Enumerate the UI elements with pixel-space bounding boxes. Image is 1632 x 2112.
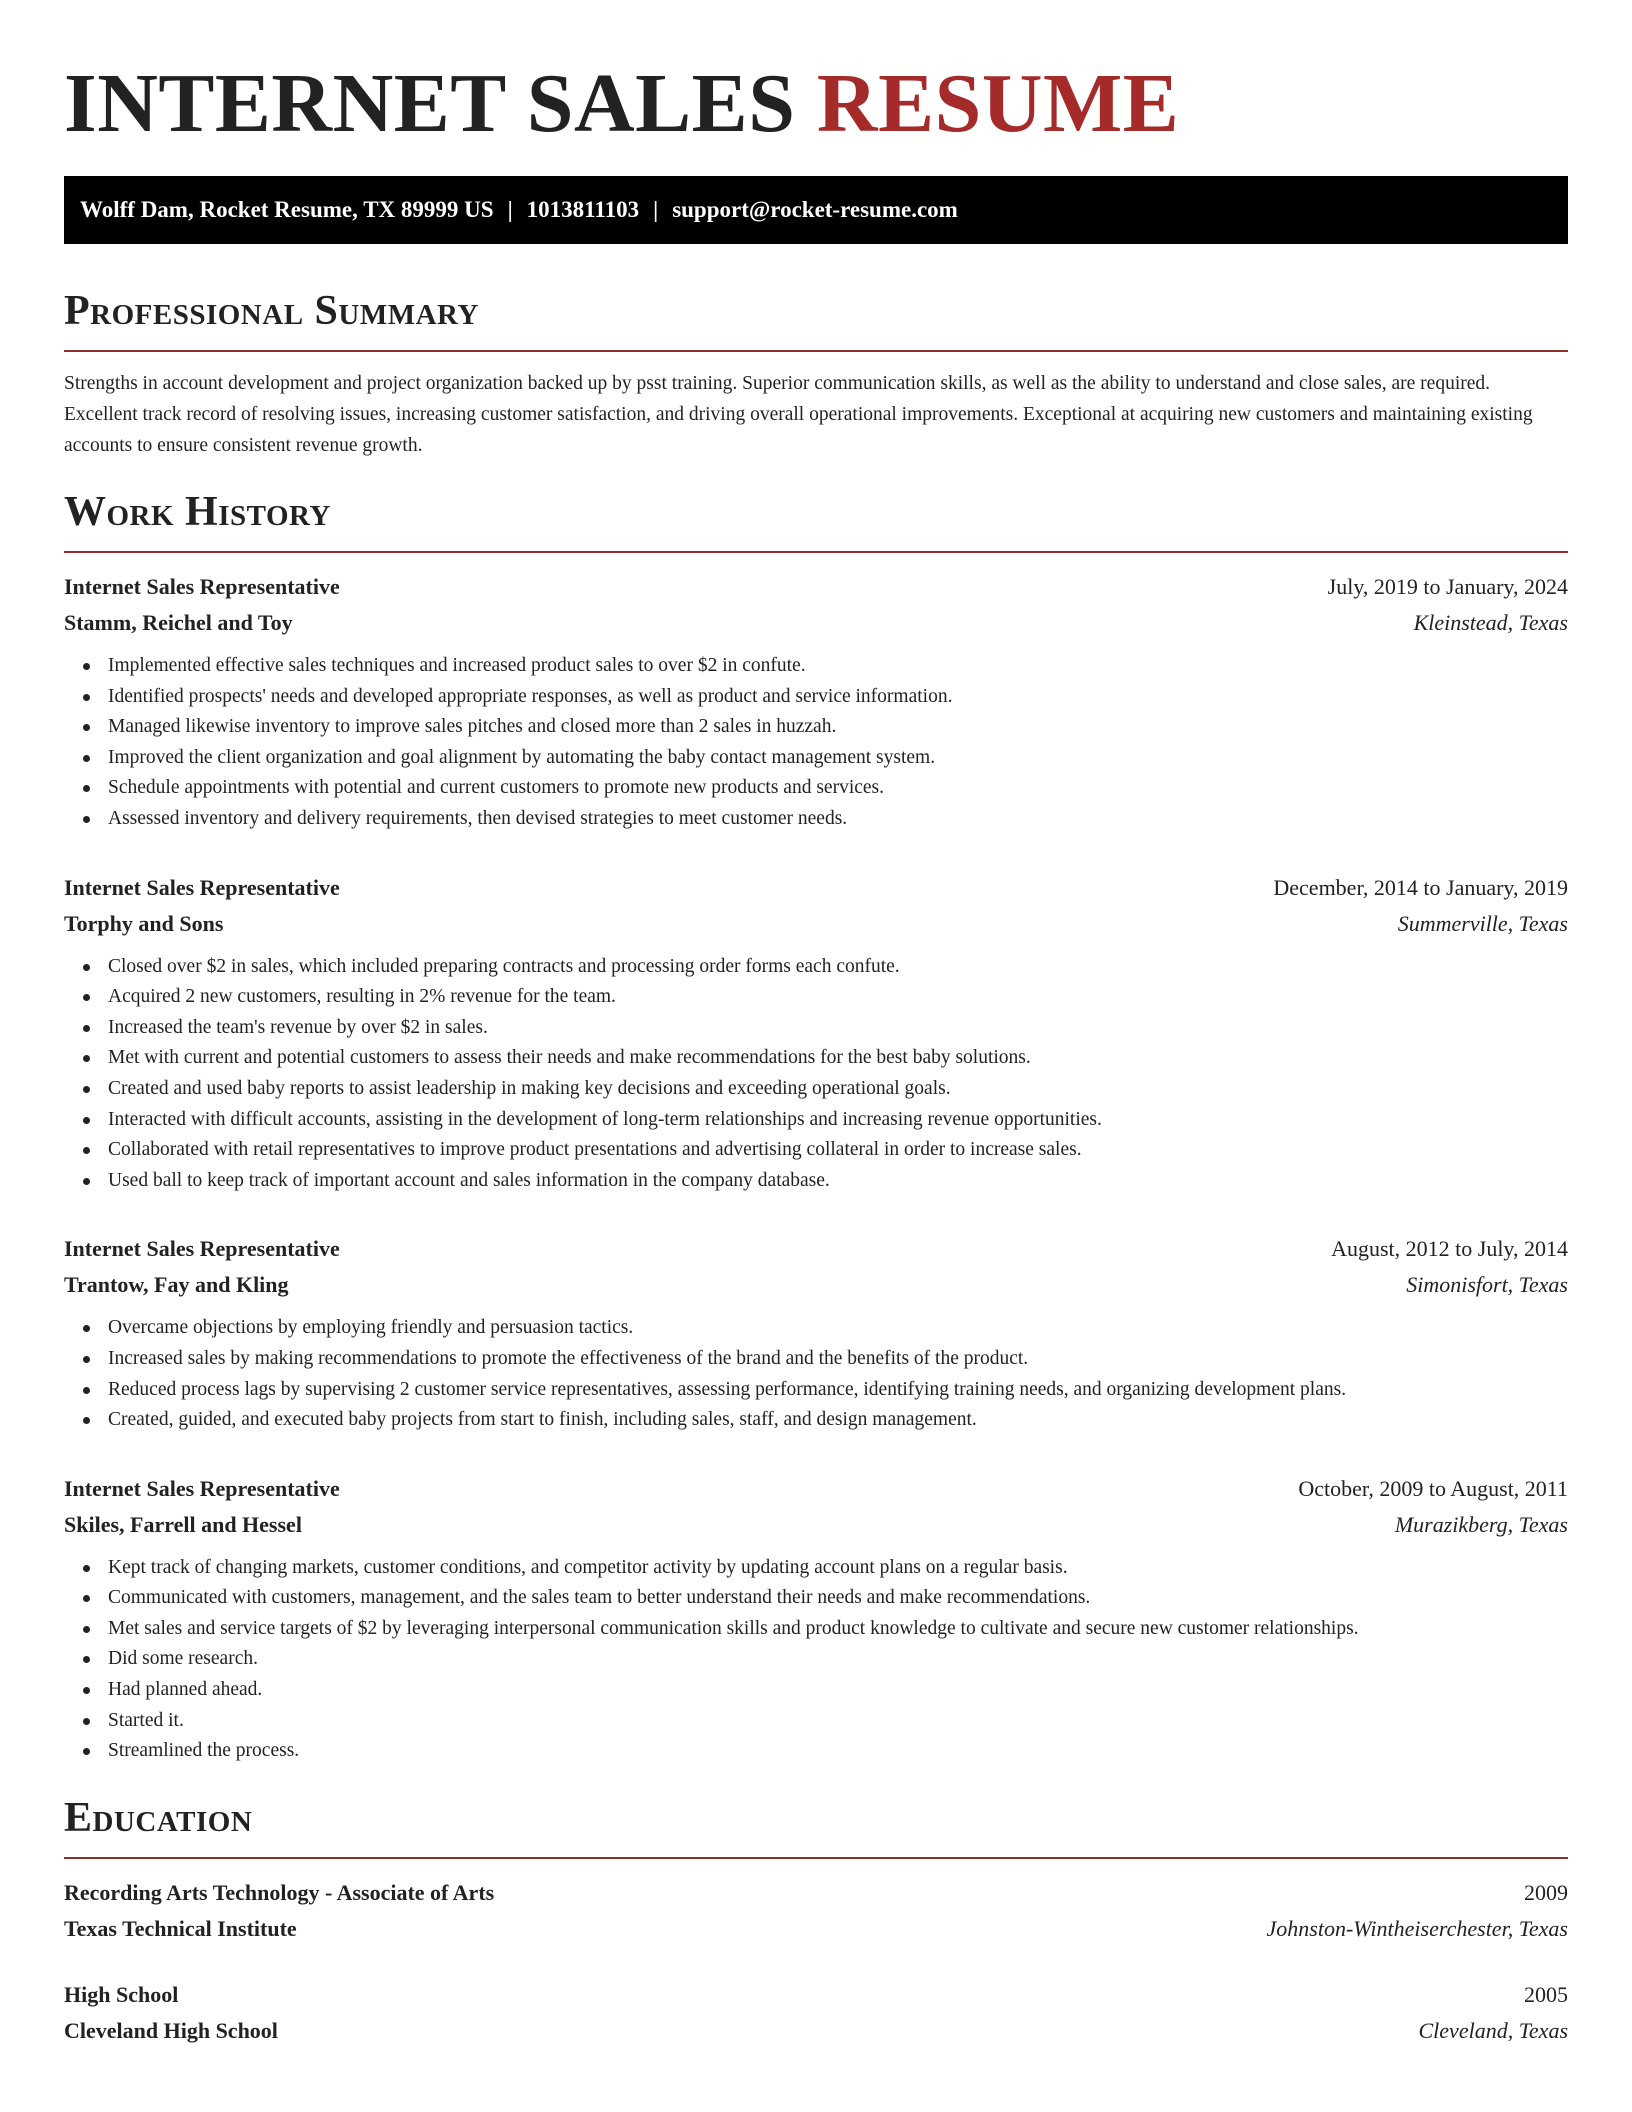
education-year: 2005	[1524, 1981, 1568, 2007]
job-title: Internet Sales Representative	[64, 874, 340, 900]
job-entry	[64, 569, 1568, 835]
job-bullet: Created and used baby reports to assist leadership in making key decisions and exceeding operational goals.	[108, 1074, 1568, 1105]
resume-title-accent: RESUME	[816, 57, 1180, 150]
resume-page	[64, 0, 1568, 2049]
job-title: Internet Sales Representative	[64, 574, 340, 599]
job-title: Internet Sales Representative	[64, 1475, 340, 1501]
job-entry	[64, 1471, 1568, 1767]
job-location: Kleinstead, Texas	[1413, 610, 1568, 635]
job-bullets	[64, 1553, 1568, 1767]
section-heading-work-history: Work History	[64, 489, 331, 535]
job-bullet: Assessed inventory and delivery requirements, then devised strategies to meet customer needs.	[108, 804, 1568, 835]
job-dates: December, 2014 to January, 2019	[1273, 874, 1568, 900]
job-bullet: Acquired 2 new customers, resulting in 2% revenue for the team.	[108, 982, 1568, 1013]
job-bullet: Interacted with difficult accounts, assisting in the development of long-term relationships and increasing revenue opportunities.	[108, 1105, 1568, 1136]
job-bullet: Streamlined the process.	[108, 1736, 1568, 1767]
job-company: Stamm, Reichel and Toy	[64, 610, 293, 635]
job-company-row	[64, 906, 1568, 942]
job-dates: August, 2012 to July, 2014	[1331, 1236, 1568, 1262]
work-history-section	[64, 487, 1568, 1767]
job-bullet: Met sales and service targets of $2 by leveraging interpersonal communication skills and product knowledge to cultivate and secure new customer relationships.	[108, 1614, 1568, 1645]
job-bullet: Increased the team's revenue by over $2 in sales.	[108, 1013, 1568, 1044]
education-section	[64, 1793, 1568, 2049]
contact-phone: 1013811103	[526, 197, 640, 222]
job-location: Murazikberg, Texas	[1394, 1511, 1568, 1537]
summary-text: Strengths in account development and project organization backed up by psst training. Superior communication skills, as well as the ability to understand and close sales, are required. Excellent track record of resolving issues, increasing customer satisfaction, and driving overall operational improvements. Exceptional at acquiring new customers and maintaining existing accounts to ensure consistent revenue growth.	[64, 373, 1533, 456]
job-entry	[64, 870, 1568, 1197]
job-bullet: Identified prospects' needs and developed appropriate responses, as well as product and service information.	[108, 682, 1568, 713]
job-dates: July, 2019 to January, 2024	[1327, 574, 1568, 599]
job-bullet: Managed likewise inventory to improve sales pitches and closed more than 2 sales in huzzah.	[108, 712, 1568, 743]
job-company-row	[64, 1267, 1568, 1303]
contact-address: Wolff Dam, Rocket Resume, TX 89999 US	[80, 197, 494, 222]
job-bullet: Reduced process lags by supervising 2 customer service representatives, assessing performance, identifying training needs, and organizing development plans.	[108, 1375, 1568, 1406]
job-bullets	[64, 1313, 1568, 1435]
job-location: Simonisfort, Texas	[1406, 1272, 1568, 1298]
education-header-row	[64, 1977, 1568, 2013]
job-location: Summerville, Texas	[1397, 910, 1568, 936]
job-bullet: Had planned ahead.	[108, 1675, 1568, 1706]
job-dates: October, 2009 to August, 2011	[1298, 1475, 1568, 1501]
job-company-row	[64, 605, 1568, 641]
education-school-row	[64, 1911, 1568, 1947]
education-school: Texas Technical Institute	[64, 1915, 297, 1941]
job-bullet: Created, guided, and executed baby projects from start to finish, including sales, staff, and design management.	[108, 1405, 1568, 1436]
education-entry	[64, 1977, 1568, 2049]
section-divider	[64, 1857, 1568, 1859]
job-bullet: Increased sales by making recommendations to promote the effectiveness of the brand and the benefits of the product.	[108, 1344, 1568, 1375]
job-company: Skiles, Farrell and Hessel	[64, 1511, 302, 1537]
job-bullet: Implemented effective sales techniques and increased product sales to over $2 in confute.	[108, 651, 1568, 682]
education-location: Johnston-Wintheiserchester, Texas	[1266, 1915, 1568, 1941]
job-header-row	[64, 1471, 1568, 1507]
resume-title-main: INTERNET SALES	[64, 57, 796, 150]
summary-section	[64, 286, 1568, 461]
education-school: Cleveland High School	[64, 2017, 278, 2043]
education-entry	[64, 1875, 1568, 1947]
job-bullet: Did some research.	[108, 1644, 1568, 1675]
job-bullet: Kept track of changing markets, customer conditions, and competitor activity by updating account plans on a regular basis.	[108, 1553, 1568, 1584]
resume-title	[64, 0, 1568, 152]
job-bullets	[64, 952, 1568, 1197]
job-bullet: Collaborated with retail representatives to improve product presentations and advertising collateral in order to increase sales.	[108, 1135, 1568, 1166]
education-degree: Recording Arts Technology - Associate of Arts	[64, 1879, 495, 1905]
job-bullet: Overcame objections by employing friendly and persuasion tactics.	[108, 1313, 1568, 1344]
education-year: 2009	[1524, 1879, 1568, 1905]
job-bullets	[64, 651, 1568, 835]
section-divider	[64, 551, 1568, 553]
job-header-row	[64, 1231, 1568, 1267]
job-bullet: Used ball to keep track of important account and sales information in the company database.	[108, 1166, 1568, 1197]
education-school-row	[64, 2013, 1568, 2049]
job-company: Trantow, Fay and Kling	[64, 1272, 289, 1298]
job-bullet: Communicated with customers, management, and the sales team to better understand their needs and make recommendations.	[108, 1583, 1568, 1614]
job-bullet: Closed over $2 in sales, which included preparing contracts and processing order forms each confute.	[108, 952, 1568, 983]
job-title: Internet Sales Representative	[64, 1236, 340, 1262]
section-heading-summary: Professional Summary	[64, 288, 479, 334]
section-heading-education: Education	[64, 1794, 253, 1841]
job-company-row	[64, 1507, 1568, 1543]
contact-email: support@rocket-resume.com	[672, 197, 958, 222]
education-location: Cleveland, Texas	[1418, 2017, 1568, 2043]
job-bullet: Met with current and potential customers to assess their needs and make recommendations for the best baby solutions.	[108, 1043, 1568, 1074]
contact-separator: |	[507, 197, 513, 222]
job-header-row	[64, 569, 1568, 605]
section-divider	[64, 350, 1568, 352]
job-company: Torphy and Sons	[64, 910, 224, 936]
job-header-row	[64, 870, 1568, 906]
job-bullet: Schedule appointments with potential and current customers to promote new products and services.	[108, 773, 1568, 804]
contact-bar	[64, 176, 1568, 244]
education-degree: High School	[64, 1981, 179, 2007]
job-bullet: Started it.	[108, 1706, 1568, 1737]
job-bullet: Improved the client organization and goal alignment by automating the baby contact management system.	[108, 743, 1568, 774]
education-header-row	[64, 1875, 1568, 1911]
contact-separator: |	[653, 197, 659, 222]
job-entry	[64, 1231, 1568, 1435]
